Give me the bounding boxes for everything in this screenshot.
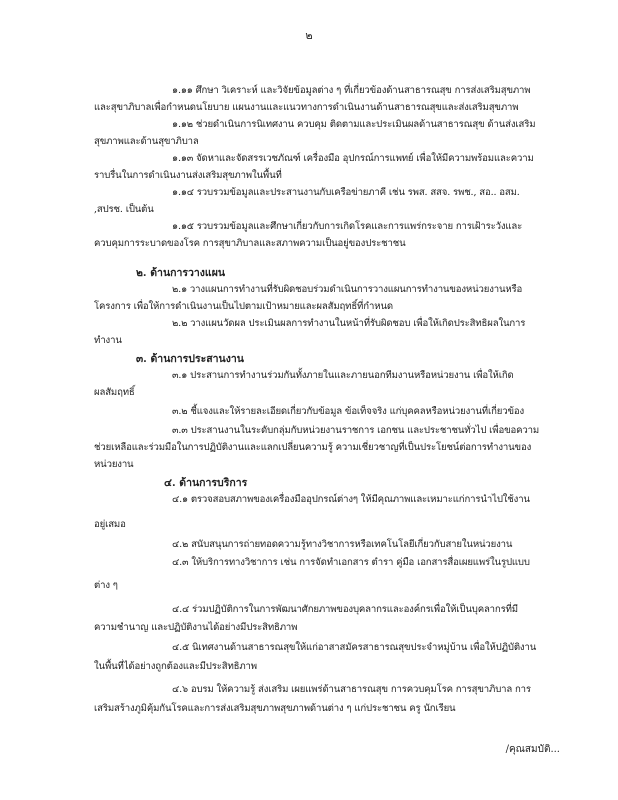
paragraph-line: ๒.๒ วางแผนวัดผล ประเมินผลการทำงานในหน้าที่รับผิดชอบ เพื่อให้เกิดประสิทธิผลในการ — [172, 318, 526, 329]
continuation-note: /คุณสมบัติ... — [505, 744, 560, 755]
paragraph-line: อยู่เสมอ — [94, 519, 126, 530]
section-heading-planning: ๒. ด้านการวางแผน — [136, 267, 226, 279]
paragraph-line: ควบคุมการระบาดของโรค การสุขาภิบาลและสภาพความเป็นอยู่ของประชาชน — [94, 238, 406, 249]
paragraph-line: โครงการ เพื่อให้การดำเนินงานเป็นไปตามเป้าหมายและผลสัมฤทธิ์ที่กำหนด — [94, 301, 393, 312]
paragraph-line: ทำงาน — [94, 335, 122, 346]
paragraph-line: ๔.๒ สนับสนุนการถ่ายทอดความรู้ทางวิชาการหรือเทคโนโลยีเกี่ยวกับสายในหน่วยงาน — [172, 539, 513, 550]
paragraph-line: ในพื้นที่ได้อย่างถูกต้องและมีประสิทธิภาพ — [94, 661, 257, 672]
paragraph-line: ต่าง ๆ — [94, 580, 118, 591]
section-heading-service: ๔. ด้านการบริการ — [164, 477, 248, 489]
paragraph-line: ความชำนาญ และปฏิบัติงานได้อย่างมีประสิทธิภาพ — [94, 622, 298, 633]
paragraph-line: ๓.๒ ชี้แจงและให้รายละเอียดเกี่ยวกับข้อมูล ข้อเท็จจริง แก่บุคคลหรือหน่วยงานที่เกี่ยวข้อง — [172, 406, 524, 417]
paragraph-line: ๑.๑๔ รวบรวมข้อมูลและประสานงานกับเครือข่ายภาคี เช่น รพส. สสจ. รพช., สอ.. อสม. — [172, 187, 520, 198]
paragraph-line: ๔.๕ นิเทศงานด้านสาธารณสุขให้แก่อาสาสมัครสาธารณสุขประจำหมู่บ้าน เพื่อให้ปฏิบัติงาน — [172, 642, 537, 653]
paragraph-line: ๑.๑๒ ช่วยดำเนินการนิเทศงาน ควบคุม ติดตามและประเมินผลด้านสาธารณสุข ด้านส่งเสริม — [172, 119, 536, 130]
paragraph-line: ๒.๑ วางแผนการทำงานที่รับผิดชอบร่วมดำเนินการวางแผนการทำงานของหน่วยงานหรือ — [172, 284, 523, 295]
paragraph-line: ผลสัมฤทธิ์ — [94, 387, 135, 398]
paragraph-line: ๔.๑ ตรวจสอบสภาพของเครื่องมืออุปกรณ์ต่างๆ ให้มีคุณภาพและเหมาะแก่การนำไปใช้งาน — [172, 494, 530, 505]
paragraph-line: ช่วยเหลือและร่วมมือในการปฏิบัติงานและแลกเปลี่ยนความรู้ ความเชี่ยวชาญที่เป็นประโยชน์ต่อการทำงานของ — [94, 442, 532, 453]
paragraph-line: เสริมสร้างภูมิคุ้มกันโรคและการส่งเสริมสุขภาพสุขภาพด้านต่าง ๆ แก่ประชาชน ครู นักเรียน — [94, 703, 456, 714]
paragraph-line: ราบรื่นในการดำเนินงานส่งเสริมสุขภาพในพื้นที่ — [94, 170, 282, 181]
paragraph-line: ๓.๑ ประสานการทำงานร่วมกันทั้งภายในและภายนอกทีมงานหรือหน่วยงาน เพื่อให้เกิด — [172, 370, 514, 381]
section-heading-coordination: ๓. ด้านการประสานงาน — [136, 353, 244, 365]
paragraph-line: ๔.๖ อบรม ให้ความรู้ ส่งเสริม เผยแพร่ด้านสาธารณสุข การควบคุมโรค การสุขาภิบาล การ — [172, 684, 531, 695]
paragraph-line: ๑.๑๑ ศึกษา วิเคราะห์ และวิจัยข้อมูลต่าง ๆ ที่เกี่ยวข้องด้านสาธารณสุข การส่งเสริมสุขภาพ — [172, 85, 531, 96]
paragraph-line: ๔.๔ ร่วมปฏิบัติการในการพัฒนาศักยภาพของบุคลากรและองค์กรเพื่อให้เป็นบุคลากรที่มี — [172, 604, 518, 615]
paragraph-line: สุขภาพและด้านสุขาภิบาล — [94, 136, 199, 147]
paragraph-line: ๓.๓ ประสานงานในระดับกลุ่มกับหน่วยงานราชการ เอกชน และประชาชนทั่วไป เพื่อขอความ — [172, 425, 540, 436]
paragraph-line: ๔.๓ ให้บริการทางวิชาการ เช่น การจัดทำเอกสาร ตำรา คู่มือ เอกสารสื่อเผยแพร่ในรูปแบบ — [172, 557, 530, 568]
page-number: ๒ — [305, 29, 313, 42]
paragraph-line: ๑.๑๓ จัดหาและจัดสรรเวชภัณฑ์ เครื่องมือ อุปกรณ์การแพทย์ เพื่อให้มีความพร้อมและความ — [172, 153, 534, 164]
paragraph-line: หน่วยงาน — [94, 459, 134, 470]
paragraph-line: ๑.๑๕ รวบรวมข้อมูลและศึกษาเกี่ยวกับการเกิดโรคและการแพร่กระจาย การเฝ้าระวังและ — [172, 221, 523, 232]
paragraph-line: ,สปรช. เป็นต้น — [94, 204, 154, 215]
paragraph-line: และสุขาภิบาลเพื่อกำหนดนโยบาย แผนงานและแนวทางการดำเนินงานด้านสาธารณสุขและส่งเสริมสุขภาพ — [94, 102, 519, 113]
